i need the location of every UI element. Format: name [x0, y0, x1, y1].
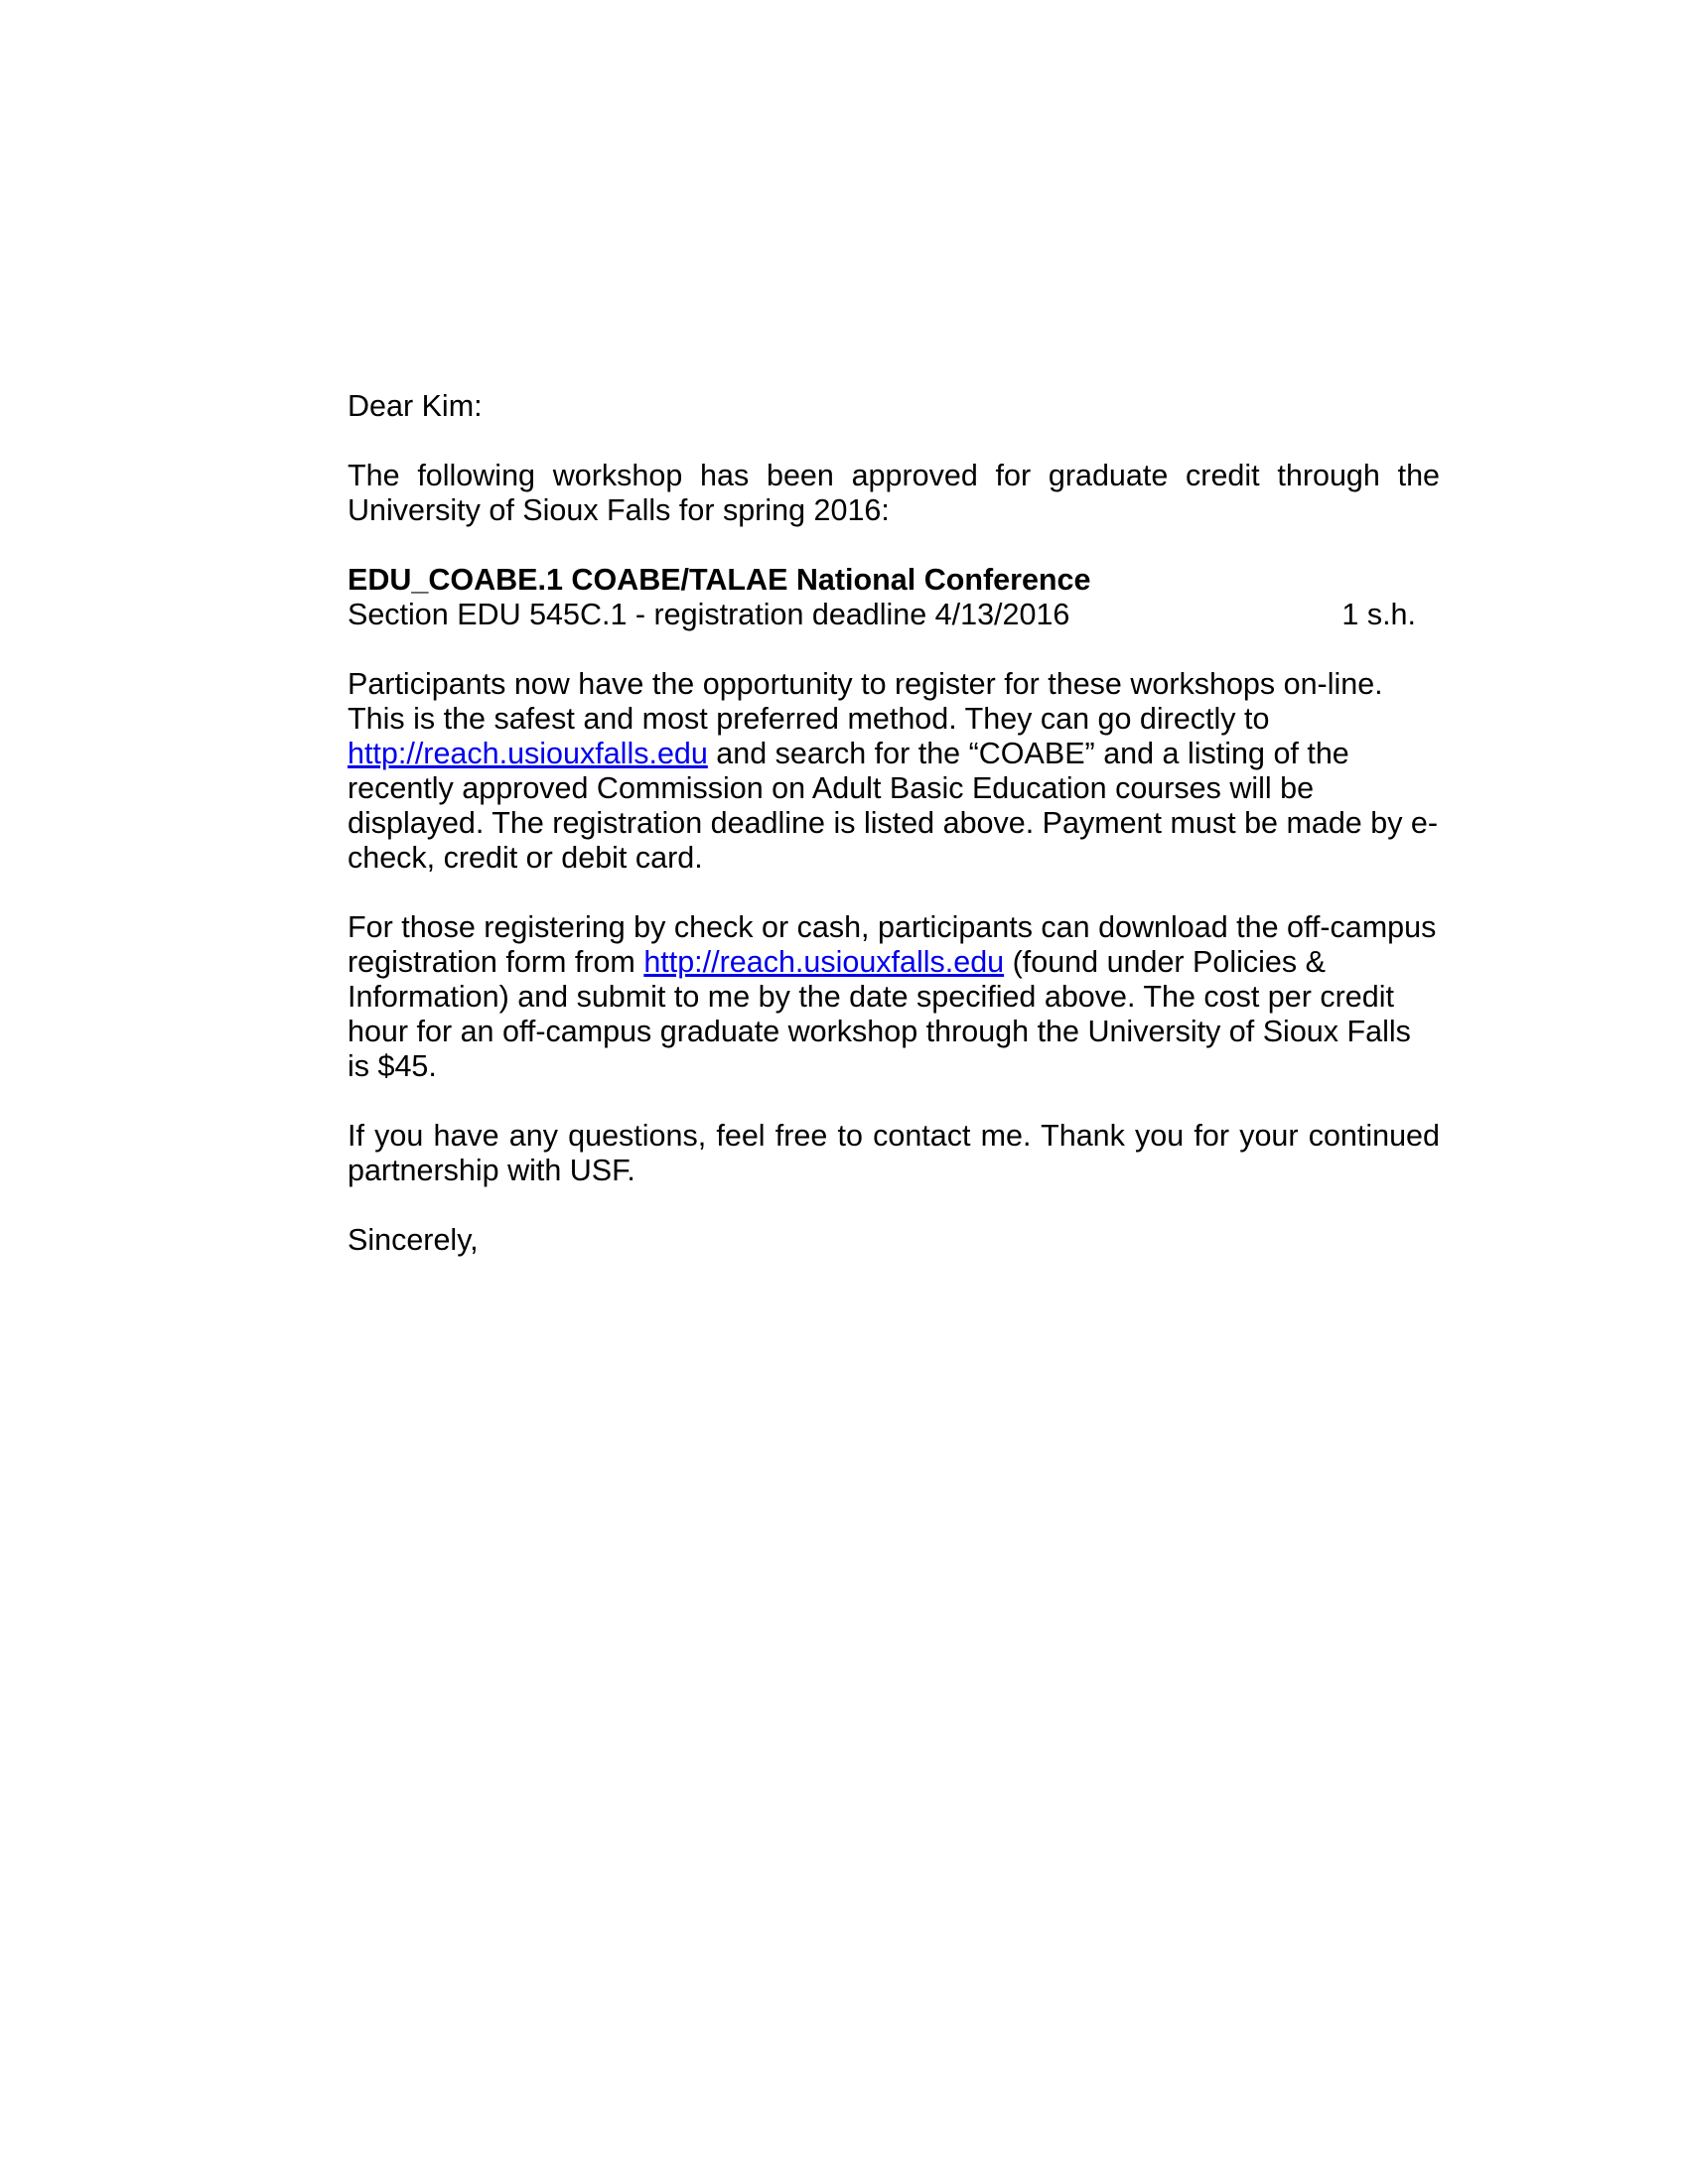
- check-text-after: (found under Policies & Information) and submit to me by the date specified above. The cost per credit hour for an off-campus graduate workshop through the University of Sioux Falls is $45.: [348, 945, 1411, 1083]
- reach-link[interactable]: http://reach.usiouxfalls.edu: [643, 945, 1005, 979]
- online-text-after: and search for the “COABE” and a listing of the recently approved Commission on Adult Basic Education courses will be displayed. The registration deadline is listed above. Payment must be made by e-check, credit or debit card.: [348, 737, 1439, 875]
- online-text-before: Participants now have the opportunity to register for these workshops on-line. This is the safest and most preferred method. They can go directly to: [348, 667, 1383, 736]
- salutation: Dear Kim:: [348, 389, 483, 423]
- online-registration-paragraph: [348, 667, 1440, 876]
- reach-link[interactable]: http://reach.usiouxfalls.edu: [348, 737, 708, 770]
- letter-body: [348, 389, 1440, 1293]
- contact-paragraph: If you have any questions, feel free to contact me. Thank you for your continued partnership with USF.: [348, 1119, 1440, 1187]
- check-registration-paragraph: [348, 910, 1440, 1084]
- closing: Sincerely,: [348, 1223, 479, 1257]
- course-credits: 1 s.h.: [1341, 598, 1416, 631]
- course-section-line: [348, 598, 1440, 632]
- intro-paragraph: The following workshop has been approved for graduate credit through the University of Sioux Falls for spring 2016:: [348, 459, 1440, 527]
- course-title: EDU_COABE.1 COABE/TALAE National Conference: [348, 563, 1091, 597]
- course-block: [348, 563, 1440, 632]
- course-section: Section EDU 545C.1 - registration deadline 4/13/2016: [348, 598, 1070, 631]
- check-text-before: For those registering by check or cash, participants can download the off-campus registration form from: [348, 910, 1437, 979]
